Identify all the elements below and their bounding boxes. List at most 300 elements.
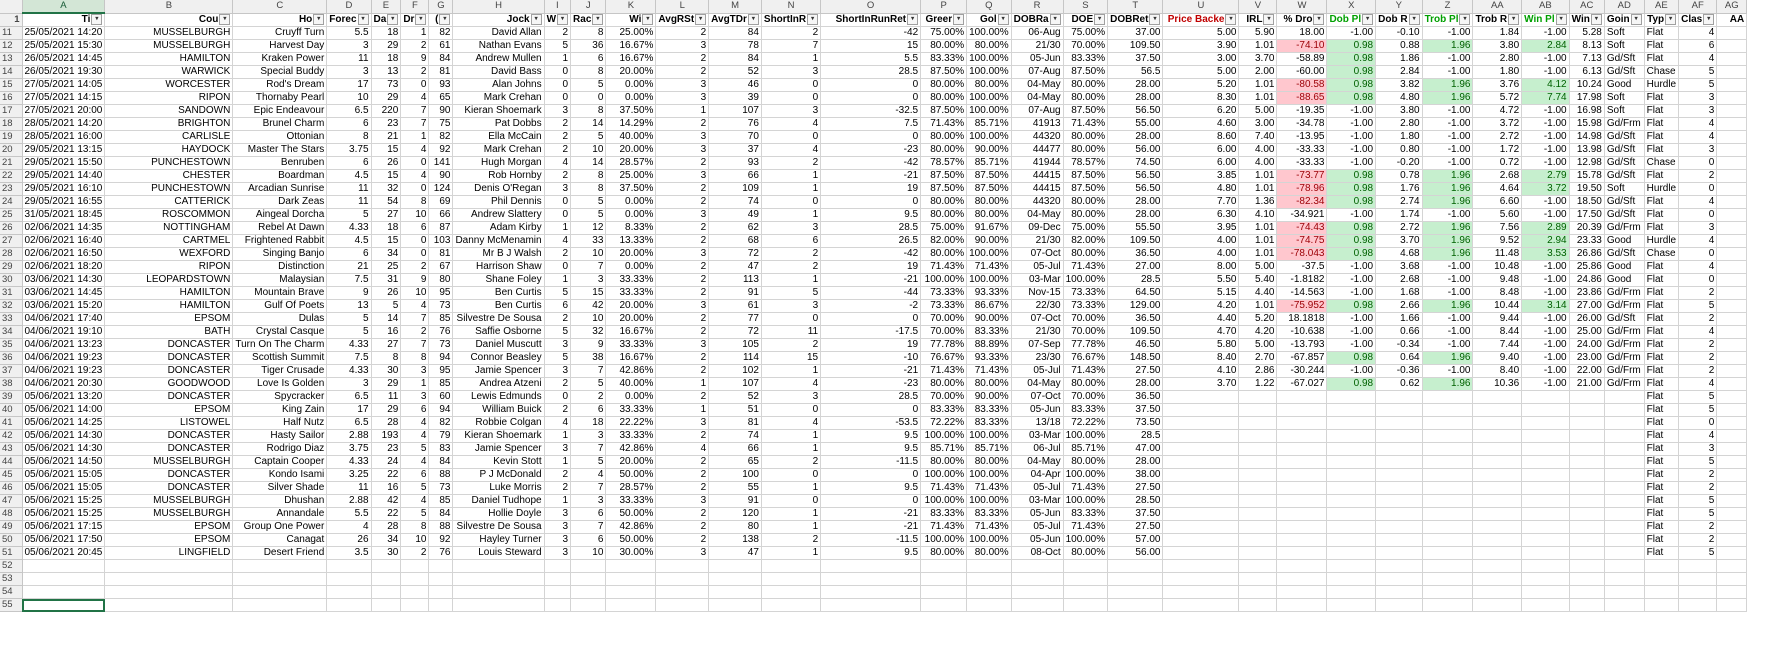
cell[interactable] [1717, 391, 1747, 404]
cell[interactable] [1522, 573, 1569, 586]
cell[interactable]: 5 [571, 209, 606, 222]
cell[interactable]: 03/06/2021 15:20 [22, 300, 105, 313]
cell[interactable]: Mountain Brave [233, 287, 327, 300]
cell[interactable]: 100.00% [967, 92, 1011, 105]
cell[interactable]: 80.00% [921, 131, 967, 144]
cell[interactable]: Hayley Turner [453, 534, 544, 547]
cell[interactable] [233, 586, 327, 599]
cell[interactable]: 0 [821, 92, 921, 105]
cell[interactable]: 10.44 [1473, 300, 1522, 313]
cell[interactable] [22, 573, 105, 586]
cell[interactable]: 47 [709, 261, 762, 274]
cell[interactable] [1376, 508, 1422, 521]
cell[interactable]: 85.71% [967, 443, 1011, 456]
cell[interactable]: 05/06/2021 15:05 [22, 469, 105, 482]
cell[interactable]: 71.43% [921, 482, 967, 495]
cell[interactable]: 0.00% [606, 79, 656, 92]
cell[interactable] [1277, 469, 1327, 482]
cell[interactable]: 36.50 [1108, 391, 1163, 404]
cell[interactable]: -75.952 [1277, 300, 1327, 313]
cell[interactable]: 0.98 [1327, 300, 1376, 313]
cell[interactable]: 2 [656, 53, 709, 66]
cell[interactable]: 8.30 [1163, 92, 1239, 105]
row-header[interactable]: 20 [0, 144, 22, 157]
cell[interactable]: 83.33% [1063, 508, 1107, 521]
column-header-b[interactable]: B [105, 0, 233, 13]
cell[interactable]: 2 [544, 118, 570, 131]
cell[interactable] [1473, 456, 1522, 469]
cell[interactable] [1679, 586, 1717, 599]
cell[interactable]: 17 [327, 79, 371, 92]
cell[interactable]: 8 [571, 170, 606, 183]
cell[interactable] [1277, 508, 1327, 521]
cell[interactable]: 3 [1679, 144, 1717, 157]
cell[interactable]: 2 [1679, 534, 1717, 547]
cell[interactable]: 8.40 [1473, 365, 1522, 378]
cell[interactable]: 100.00% [921, 534, 967, 547]
cell[interactable]: 7.74 [1522, 92, 1569, 105]
cell[interactable]: 72.22% [921, 417, 967, 430]
cell[interactable] [1604, 521, 1644, 534]
cell[interactable]: 27.50 [1108, 482, 1163, 495]
cell[interactable]: 80.00% [921, 209, 967, 222]
cell[interactable]: 3 [656, 417, 709, 430]
cell[interactable]: 05/06/2021 14:50 [22, 456, 105, 469]
cell[interactable]: 2 [656, 196, 709, 209]
cell[interactable] [1717, 118, 1747, 131]
cell[interactable]: Gd/Sft [1604, 131, 1644, 144]
cell[interactable]: Cruyff Turn [233, 27, 327, 40]
cell[interactable]: Boardman [233, 170, 327, 183]
cell[interactable] [1473, 573, 1522, 586]
cell[interactable]: 80.00% [1063, 92, 1107, 105]
cell[interactable]: 0 [1679, 209, 1717, 222]
cell[interactable]: 3.70 [1376, 235, 1422, 248]
cell[interactable]: -1.00 [1422, 326, 1473, 339]
cell[interactable]: 3.72 [1473, 118, 1522, 131]
cell[interactable]: Gd/Sft [1604, 170, 1644, 183]
cell[interactable]: 10.36 [1473, 378, 1522, 391]
cell[interactable]: -23 [821, 144, 921, 157]
cell[interactable] [1422, 469, 1473, 482]
cell[interactable]: 3 [656, 209, 709, 222]
cell[interactable]: Dark Zeas [233, 196, 327, 209]
row-header[interactable]: 41 [0, 417, 22, 430]
cell[interactable]: 1.01 [1239, 170, 1277, 183]
cell[interactable]: 80.00% [967, 40, 1011, 53]
cell[interactable]: 28/05/2021 14:20 [22, 118, 105, 131]
cell[interactable]: Master The Stars [233, 144, 327, 157]
cell[interactable]: 27.00 [1108, 261, 1163, 274]
cell[interactable]: 26/05/2021 14:45 [22, 53, 105, 66]
cell[interactable]: 100.00% [1063, 430, 1107, 443]
cell[interactable]: 66 [709, 443, 762, 456]
cell[interactable]: 109.50 [1108, 235, 1163, 248]
filter-dropdown-icon[interactable]: ▾ [1631, 14, 1642, 25]
cell[interactable]: Kondo Isami [233, 469, 327, 482]
cell[interactable]: 2 [1679, 313, 1717, 326]
cell[interactable]: 21 [371, 131, 401, 144]
cell[interactable]: 31 [371, 274, 401, 287]
cell[interactable]: 0 [544, 261, 570, 274]
cell[interactable]: -21 [821, 170, 921, 183]
cell[interactable]: Hasty Sailor [233, 430, 327, 443]
cell[interactable]: 4.33 [327, 365, 371, 378]
cell[interactable]: 5 [327, 326, 371, 339]
cell[interactable]: -0.10 [1376, 27, 1422, 40]
cell[interactable]: 30 [371, 365, 401, 378]
cell[interactable]: 1.96 [1422, 222, 1473, 235]
cell[interactable]: 88 [429, 469, 453, 482]
cell[interactable]: 22.00 [1569, 365, 1604, 378]
cell[interactable] [1376, 534, 1422, 547]
cell[interactable]: Good [1604, 261, 1644, 274]
cell[interactable]: -60.00 [1277, 66, 1327, 79]
cell[interactable]: CHESTER [105, 170, 233, 183]
cell[interactable]: 1.86 [1376, 53, 1422, 66]
cell[interactable]: 109.50 [1108, 40, 1163, 53]
cell[interactable]: 2 [656, 157, 709, 170]
cell[interactable]: 18.00 [1277, 27, 1327, 40]
cell[interactable] [1063, 573, 1107, 586]
cell[interactable]: 80.00% [1063, 144, 1107, 157]
cell[interactable] [1473, 547, 1522, 560]
cell[interactable]: 94 [429, 404, 453, 417]
cell[interactable]: 73.33% [921, 287, 967, 300]
cell[interactable]: 100.00% [967, 27, 1011, 40]
cell[interactable]: 71.43% [1063, 261, 1107, 274]
cell[interactable] [967, 560, 1011, 573]
cell[interactable]: 100.00% [967, 105, 1011, 118]
cell[interactable]: 20.39 [1569, 222, 1604, 235]
cell[interactable]: 87 [429, 222, 453, 235]
cell[interactable]: 13.98 [1569, 144, 1604, 157]
cell[interactable] [1063, 560, 1107, 573]
cell[interactable]: 80.00% [1063, 456, 1107, 469]
cell[interactable]: 07-Aug [1011, 66, 1063, 79]
cell[interactable]: 03-Mar [1011, 495, 1063, 508]
cell[interactable] [1604, 469, 1644, 482]
cell[interactable]: 0 [821, 404, 921, 417]
cell[interactable] [1277, 573, 1327, 586]
row-header[interactable]: 28 [0, 248, 22, 261]
column-header-i[interactable]: I [544, 0, 570, 13]
cell[interactable] [1604, 547, 1644, 560]
cell[interactable]: 33.33% [606, 404, 656, 417]
cell[interactable]: DONCASTER [105, 352, 233, 365]
cell[interactable]: 80.00% [1063, 547, 1107, 560]
cell[interactable] [544, 573, 570, 586]
cell[interactable]: P J McDonald [453, 469, 544, 482]
cell[interactable]: 5.15 [1163, 287, 1239, 300]
cell[interactable]: Gd/Sft [1604, 157, 1644, 170]
cell[interactable] [1327, 456, 1376, 469]
cell[interactable]: Brunel Charm [233, 118, 327, 131]
cell[interactable] [105, 586, 233, 599]
filter-dropdown-icon[interactable]: ▾ [1665, 14, 1676, 25]
cell[interactable]: 6.5 [327, 105, 371, 118]
cell[interactable] [1569, 404, 1604, 417]
cell[interactable]: 0.00% [606, 391, 656, 404]
cell[interactable]: 1 [401, 131, 429, 144]
cell[interactable]: 71.43% [967, 521, 1011, 534]
cell[interactable] [1522, 495, 1569, 508]
cell[interactable]: 44415 [1011, 170, 1063, 183]
cell[interactable]: Good [1604, 235, 1644, 248]
cell[interactable]: 17.98 [1569, 92, 1604, 105]
cell[interactable]: 82.00% [1063, 235, 1107, 248]
cell[interactable]: -1.00 [1522, 131, 1569, 144]
row-header[interactable]: 29 [0, 261, 22, 274]
cell[interactable]: 36.50 [1108, 313, 1163, 326]
cell[interactable] [1422, 586, 1473, 599]
cell[interactable] [656, 586, 709, 599]
cell[interactable] [1522, 599, 1569, 612]
cell[interactable]: -1.00 [1422, 365, 1473, 378]
cell[interactable]: -1.00 [1422, 53, 1473, 66]
cell[interactable]: 78 [709, 40, 762, 53]
cell[interactable] [1422, 599, 1473, 612]
cell[interactable]: 71.43% [1063, 521, 1107, 534]
cell[interactable] [1604, 456, 1644, 469]
cell[interactable] [1239, 495, 1277, 508]
cell[interactable]: 1.96 [1422, 183, 1473, 196]
cell[interactable]: 1.96 [1422, 196, 1473, 209]
cell[interactable] [1163, 560, 1239, 573]
cell[interactable]: 65 [709, 456, 762, 469]
cell[interactable]: 37 [709, 144, 762, 157]
cell[interactable]: 3 [656, 170, 709, 183]
cell[interactable]: 6 [1679, 40, 1717, 53]
column-header-l[interactable]: L [656, 0, 709, 13]
cell[interactable]: 8 [571, 105, 606, 118]
cell[interactable]: 60 [429, 391, 453, 404]
column-header-ae[interactable]: AE [1644, 0, 1678, 13]
cell[interactable]: 57.00 [1108, 534, 1163, 547]
cell[interactable]: Flat [1644, 391, 1678, 404]
cell[interactable] [1717, 417, 1747, 430]
cell[interactable] [1277, 599, 1327, 612]
cell[interactable]: Silver Shade [233, 482, 327, 495]
cell[interactable]: 90.00% [967, 391, 1011, 404]
cell[interactable]: 15.98 [1569, 118, 1604, 131]
cell[interactable]: 66 [429, 209, 453, 222]
cell[interactable]: Andrea Atzeni [453, 378, 544, 391]
cell[interactable] [571, 586, 606, 599]
cell[interactable]: 11.48 [1473, 248, 1522, 261]
cell[interactable]: -1.00 [1422, 209, 1473, 222]
row-header[interactable]: 34 [0, 326, 22, 339]
row-header[interactable]: 44 [0, 456, 22, 469]
cell[interactable]: Hugh Morgan [453, 157, 544, 170]
cell[interactable]: 30.00% [606, 547, 656, 560]
cell[interactable]: MUSSELBURGH [105, 27, 233, 40]
cell[interactable]: 81 [429, 66, 453, 79]
cell[interactable]: 4.12 [1522, 79, 1569, 92]
cell[interactable]: 100.00% [967, 534, 1011, 547]
cell[interactable]: Gd/Sft [1604, 209, 1644, 222]
cell[interactable]: 04/06/2021 20:30 [22, 378, 105, 391]
cell[interactable]: 10 [327, 92, 371, 105]
cell[interactable] [821, 599, 921, 612]
cell[interactable]: 80.00% [921, 144, 967, 157]
cell[interactable]: 56.50 [1108, 105, 1163, 118]
filter-dropdown-icon[interactable]: ▾ [1556, 14, 1567, 25]
cell[interactable]: 02/06/2021 14:35 [22, 222, 105, 235]
cell[interactable]: 71.43% [967, 482, 1011, 495]
cell[interactable]: 0 [544, 92, 570, 105]
cell[interactable]: 2.70 [1239, 352, 1277, 365]
cell[interactable]: 38.00 [1108, 469, 1163, 482]
cell[interactable]: 11 [327, 53, 371, 66]
cell[interactable]: 76 [709, 118, 762, 131]
cell[interactable] [967, 599, 1011, 612]
cell[interactable]: Adam Kirby [453, 222, 544, 235]
cell[interactable] [1604, 560, 1644, 573]
cell[interactable]: Flat [1644, 105, 1678, 118]
cell[interactable]: 28.5 [1108, 274, 1163, 287]
cell[interactable]: Tiger Crusade [233, 365, 327, 378]
cell[interactable]: 4.10 [1239, 209, 1277, 222]
cell[interactable] [1604, 534, 1644, 547]
cell[interactable]: 80.00% [921, 248, 967, 261]
cell[interactable]: -1.00 [1327, 339, 1376, 352]
cell[interactable] [429, 560, 453, 573]
cell[interactable]: 1.96 [1422, 170, 1473, 183]
cell[interactable]: 19.50 [1569, 183, 1604, 196]
cell[interactable]: 4 [544, 417, 570, 430]
cell[interactable]: 05-Jul [1011, 521, 1063, 534]
cell[interactable] [1569, 443, 1604, 456]
cell[interactable] [1239, 456, 1277, 469]
cell[interactable]: 2 [401, 66, 429, 79]
cell[interactable]: WARWICK [105, 66, 233, 79]
cell[interactable] [1163, 391, 1239, 404]
cell[interactable]: 15 [371, 144, 401, 157]
cell[interactable]: 13/18 [1011, 417, 1063, 430]
cell[interactable]: CATTERICK [105, 196, 233, 209]
cell[interactable]: 80.00% [967, 456, 1011, 469]
cell[interactable] [571, 573, 606, 586]
cell[interactable] [1163, 599, 1239, 612]
cell[interactable] [1717, 547, 1747, 560]
cell[interactable]: 80.00% [921, 547, 967, 560]
cell[interactable]: LEOPARDSTOWN [105, 274, 233, 287]
cell[interactable]: -1.00 [1327, 131, 1376, 144]
cell[interactable] [1239, 547, 1277, 560]
cell[interactable] [1569, 573, 1604, 586]
cell[interactable]: 1.96 [1422, 40, 1473, 53]
cell[interactable]: RIPON [105, 261, 233, 274]
cell[interactable]: 3 [761, 300, 820, 313]
cell[interactable] [371, 573, 401, 586]
cell[interactable]: 07-Aug [1011, 105, 1063, 118]
cell[interactable]: 80.00% [921, 378, 967, 391]
cell[interactable]: 09-Dec [1011, 222, 1063, 235]
cell[interactable] [1717, 287, 1747, 300]
cell[interactable] [1569, 586, 1604, 599]
cell[interactable]: 2.80 [1376, 118, 1422, 131]
cell[interactable]: 87.50% [1063, 183, 1107, 196]
cell[interactable]: 7 [571, 261, 606, 274]
cell[interactable]: 37.50 [1108, 53, 1163, 66]
cell[interactable] [1604, 573, 1644, 586]
filter-dropdown-icon[interactable]: ▾ [219, 14, 230, 25]
row-header[interactable]: 42 [0, 430, 22, 443]
cell[interactable]: 4 [761, 118, 820, 131]
cell[interactable]: 4.40 [1239, 287, 1277, 300]
cell[interactable]: 109 [709, 183, 762, 196]
cell[interactable]: 34 [371, 534, 401, 547]
cell[interactable]: 6.00 [1163, 144, 1239, 157]
cell[interactable] [105, 573, 233, 586]
cell[interactable]: 4.72 [1473, 105, 1522, 118]
cell[interactable]: -11.5 [821, 534, 921, 547]
cell[interactable]: 3 [656, 144, 709, 157]
cell[interactable]: 3 [656, 131, 709, 144]
cell[interactable]: 0 [821, 469, 921, 482]
cell[interactable]: 12.98 [1569, 157, 1604, 170]
cell[interactable]: 6 [761, 235, 820, 248]
cell[interactable]: MUSSELBURGH [105, 456, 233, 469]
cell[interactable] [1717, 521, 1747, 534]
cell[interactable]: 100.00% [1063, 534, 1107, 547]
cell[interactable]: 23 [371, 443, 401, 456]
cell[interactable] [1717, 300, 1747, 313]
cell[interactable]: 74.50 [1108, 157, 1163, 170]
cell[interactable]: 5 [571, 456, 606, 469]
cell[interactable] [1473, 391, 1522, 404]
cell[interactable]: 4.33 [327, 222, 371, 235]
cell[interactable]: 80.00% [921, 40, 967, 53]
cell[interactable]: 8.40 [1163, 352, 1239, 365]
cell[interactable]: 83.33% [967, 326, 1011, 339]
cell[interactable]: 27 [371, 339, 401, 352]
cell[interactable] [1277, 417, 1327, 430]
cell[interactable]: 26/05/2021 19:30 [22, 66, 105, 79]
cell[interactable]: 83.33% [967, 404, 1011, 417]
cell[interactable] [1569, 599, 1604, 612]
cell[interactable]: 78.57% [921, 157, 967, 170]
cell[interactable] [1717, 599, 1747, 612]
cell[interactable]: 2 [761, 456, 820, 469]
cell[interactable] [429, 599, 453, 612]
cell[interactable]: 70.00% [1063, 391, 1107, 404]
cell[interactable]: 8.48 [1473, 287, 1522, 300]
cell[interactable]: 2 [656, 352, 709, 365]
cell[interactable]: EPSOM [105, 404, 233, 417]
cell[interactable]: 2.84 [1376, 66, 1422, 79]
cell[interactable] [1163, 417, 1239, 430]
cell[interactable]: 76.67% [921, 352, 967, 365]
row-header[interactable]: 15 [0, 79, 22, 92]
cell[interactable]: 0 [401, 79, 429, 92]
cell[interactable]: 2 [544, 482, 570, 495]
cell[interactable]: 44415 [1011, 183, 1063, 196]
cell[interactable]: Rob Hornby [453, 170, 544, 183]
cell[interactable]: -74.43 [1277, 222, 1327, 235]
cell[interactable]: -1.00 [1327, 365, 1376, 378]
cell[interactable]: 14 [571, 157, 606, 170]
cell[interactable]: 3.95 [1163, 222, 1239, 235]
cell[interactable]: 5 [327, 209, 371, 222]
cell[interactable]: 1.01 [1239, 183, 1277, 196]
cell[interactable]: 3 [761, 222, 820, 235]
cell[interactable] [1604, 417, 1644, 430]
cell[interactable]: 3.82 [1376, 79, 1422, 92]
cell[interactable] [1604, 586, 1644, 599]
cell[interactable] [1569, 508, 1604, 521]
